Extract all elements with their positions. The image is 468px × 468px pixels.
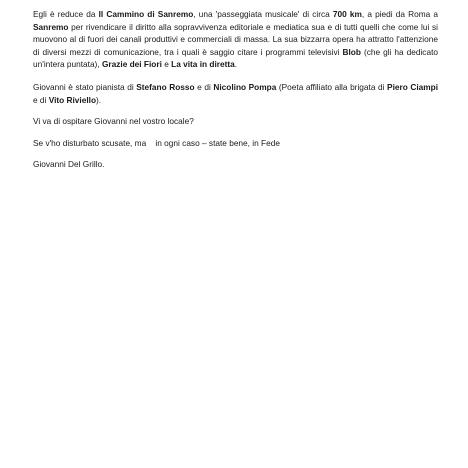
bold-run: Blob [342, 46, 361, 57]
paragraph-spacer [33, 128, 438, 137]
bold-run: Il Cammino di Sanremo [98, 9, 194, 19]
paragraph-spacer [33, 71, 438, 81]
bold-run: Nicolino Pompa [213, 81, 277, 92]
text-run: , una 'passeggiata musicale' di circa [193, 9, 333, 19]
bold-run: Piero Ciampi [387, 81, 439, 92]
text-run: ). [96, 94, 102, 105]
text-run: e [161, 59, 172, 70]
text-run: . [234, 59, 238, 70]
paragraph-question: Vi va di ospitare Giovanni nel vostro locale? [33, 116, 194, 127]
text-run: (che gli ha dedicato un'intera puntata), [33, 46, 438, 70]
letter-body [33, 8, 438, 171]
paragraph-closing: Se v'ho disturbato scusate, ma in ogni caso – state bene, in Fede [33, 137, 280, 148]
text-run: (Poeta affiliato alla brigata di [276, 81, 388, 92]
paragraph-spacer [33, 149, 438, 158]
text-run: e di [33, 94, 49, 105]
text-run: per rivendicare il diritto alla sopravvivenza editoriale e mediatica sua e di tutti quelli che come lui si muovono al di fuori dei canali produttivi e commerciali di massa. La sua bizzarra opera ha attratto l'attenzione di diversi mezzi di comunicazione, tra i quali è saggio citare i programmi televisivi [33, 21, 438, 57]
paragraph-spacer [33, 106, 438, 115]
bold-run: Vito Riviello [48, 94, 97, 105]
text-run: , a piedi da Roma a [361, 9, 438, 19]
bold-run: La vita in diretta [171, 59, 235, 70]
text-run: e di [194, 81, 214, 92]
bold-run: Sanremo [33, 21, 69, 32]
bold-run: 700 km [332, 9, 362, 19]
bold-run: Grazie dei Fiori [101, 59, 162, 70]
paragraph-pianist [33, 81, 438, 106]
text-run: Egli è reduce da [33, 9, 99, 19]
paragraph-intro [33, 8, 438, 71]
signature-line: Giovanni Del Grillo. [33, 159, 105, 170]
bold-run: Stefano Rosso [136, 81, 195, 92]
text-run: Giovanni è stato pianista di [33, 81, 137, 92]
